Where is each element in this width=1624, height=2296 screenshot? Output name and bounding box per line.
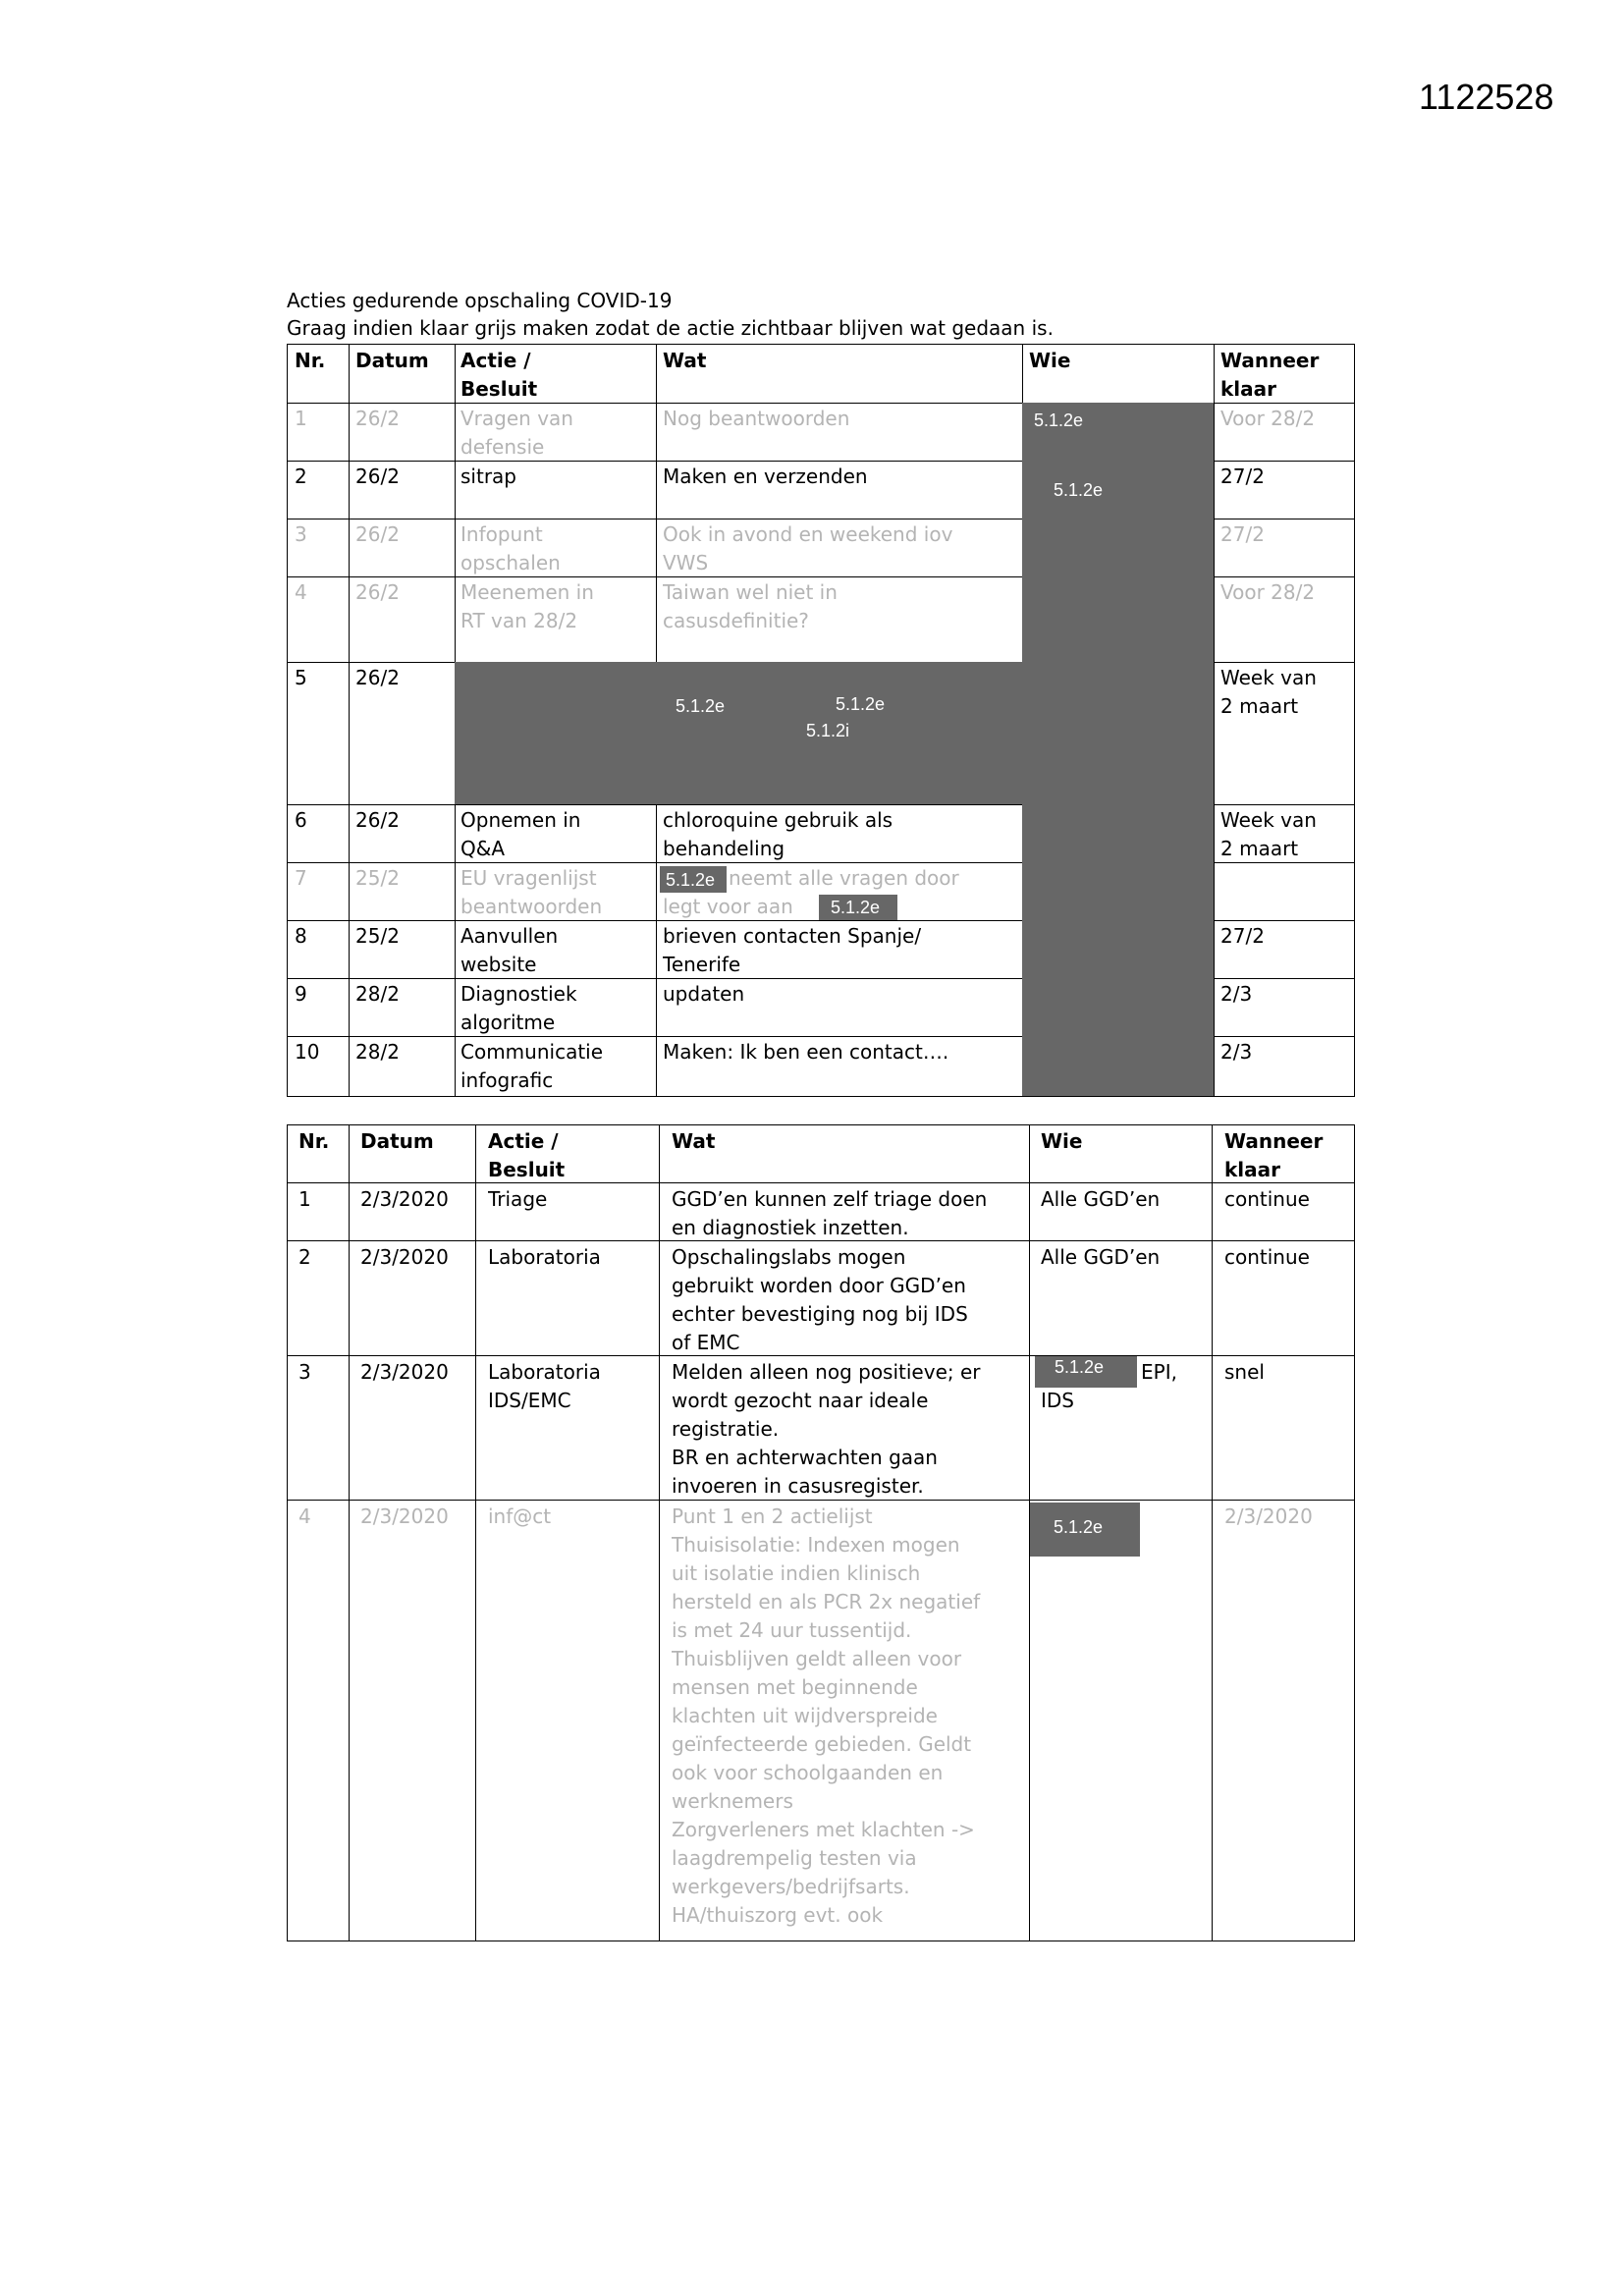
instruction-text: Graag indien klaar grijs maken zodat de actie zichtbaar blijven wat gedaan is.	[287, 316, 1054, 340]
table-cell-wanneer: Voor 28/2	[1220, 580, 1316, 604]
table-cell-datum: 26/2	[355, 407, 400, 430]
redaction-label: 5.1.2e	[831, 898, 881, 917]
table-cell-actie: Opnemen in Q&A	[460, 808, 581, 860]
header-wanneer: Wanneer klaar	[1220, 349, 1320, 401]
table-cell-nr: 1	[295, 407, 307, 430]
header-wat: Wat	[672, 1129, 716, 1153]
table-cell-wanneer: 2/3/2020	[1224, 1504, 1313, 1528]
table-cell-actie: Triage	[488, 1187, 548, 1211]
table-cell-wanneer: Voor 28/2	[1220, 407, 1316, 430]
table-cell-nr: 5	[295, 666, 307, 689]
header-wat: Wat	[663, 349, 707, 372]
table-cell-nr: 3	[298, 1360, 311, 1384]
redaction-label: 5.1.2e	[1055, 1357, 1105, 1377]
table-cell-datum: 26/2	[355, 465, 400, 488]
table-cell-wanneer: snel	[1224, 1360, 1265, 1384]
table-cell-wanneer: 27/2	[1220, 522, 1265, 546]
table-cell-wie: Alle GGD’en	[1041, 1187, 1161, 1211]
table-cell-wie: EPI,	[1141, 1360, 1177, 1384]
table-cell-wat: brieven contacten Spanje/ Tenerife	[663, 924, 922, 976]
table-cell-datum: 28/2	[355, 982, 400, 1006]
table-cell-nr: 2	[295, 465, 307, 488]
table-cell-wanneer: Week van 2 maart	[1220, 808, 1317, 860]
table-cell-wanneer: 27/2	[1220, 924, 1265, 948]
table-cell-wat: updaten	[663, 982, 745, 1006]
redaction-label: 5.1.2e	[1054, 480, 1104, 500]
table-cell-actie: Laboratoria IDS/EMC	[488, 1360, 601, 1412]
header-nr: Nr.	[295, 349, 326, 372]
table-cell-datum: 2/3/2020	[360, 1245, 449, 1269]
table-cell-wat: Maken en verzenden	[663, 465, 868, 488]
redaction-wie-column	[1022, 403, 1214, 1097]
redaction-label: 5.1.2e	[1034, 410, 1084, 430]
table-cell-actie: Aanvullen website	[460, 924, 559, 976]
header-wanneer: Wanneer klaar	[1224, 1129, 1324, 1181]
table-cell-nr: 6	[295, 808, 307, 832]
table-cell-datum: 26/2	[355, 666, 400, 689]
table-cell-wat: chloroquine gebruik als behandeling	[663, 808, 893, 860]
redaction-label: 5.1.2e	[836, 694, 886, 714]
table-cell-wanneer: 2/3	[1220, 1040, 1253, 1064]
table-cell-nr: 10	[295, 1040, 320, 1064]
table-cell-wanneer: Week van 2 maart	[1220, 666, 1317, 718]
redaction-row5	[455, 662, 1022, 804]
redaction-label: 5.1.2e	[676, 696, 726, 716]
document-number: 1122528	[1419, 77, 1554, 117]
table-cell-nr: 7	[295, 866, 307, 890]
table-cell-wie: Alle GGD’en	[1041, 1245, 1161, 1269]
table-cell-wanneer: continue	[1224, 1245, 1310, 1269]
table-cell-nr: 4	[295, 580, 307, 604]
table-cell-actie: EU vragenlijst beantwoorden	[460, 866, 603, 918]
table-cell-wat: Punt 1 en 2 actielijst Thuisisolatie: Indexen mogen uit isolatie indien klinisch hersteld en als PCR 2x negatief is met 24 uur tussentijd. Thuisblijven geldt alleen voor mensen met beginnende klachten uit wijdverspreide geïnfecteerde gebieden. Geldt ook voor schoolgaanden en werknemers Zorgverleners met klachten -> laagdrempelig testen via werkgevers/bedrijfsarts. HA/thuiszorg evt. ook	[672, 1504, 981, 1927]
table-cell-datum: 2/3/2020	[360, 1360, 449, 1384]
table-cell-actie: inf@ct	[488, 1504, 552, 1528]
table-cell-actie: Meenemen in RT van 28/2	[460, 580, 594, 632]
table-cell-actie: Diagnostiek algoritme	[460, 982, 577, 1034]
table-cell-actie: Laboratoria	[488, 1245, 601, 1269]
table-cell-wanneer: 2/3	[1220, 982, 1253, 1006]
table-cell-wat: Ook in avond en weekend iov VWS	[663, 522, 953, 574]
redaction-label: 5.1.2e	[1054, 1517, 1104, 1537]
table-cell-datum: 25/2	[355, 924, 400, 948]
table-cell-wie: IDS	[1041, 1389, 1074, 1412]
table-cell-datum: 26/2	[355, 522, 400, 546]
table-cell-nr: 8	[295, 924, 307, 948]
table-cell-wat: Melden alleen nog positieve; er wordt gezocht naar ideale registratie. BR en achterwachten gaan invoeren in casusregister.	[672, 1360, 981, 1498]
redaction-label: 5.1.2e	[666, 870, 716, 890]
table-cell-actie: sitrap	[460, 465, 516, 488]
header-datum: Datum	[360, 1129, 434, 1153]
table-cell-wat: Opschalingslabs mogen gebruikt worden door GGD’en echter bevestiging nog bij IDS of EMC	[672, 1245, 968, 1354]
table-cell-datum: 2/3/2020	[360, 1187, 449, 1211]
table-cell-wat: Nog beantwoorden	[663, 407, 850, 430]
table-cell-nr: 3	[295, 522, 307, 546]
redaction-label: 5.1.2i	[806, 721, 850, 740]
table-cell-wat: legt voor aan	[663, 895, 793, 918]
table-cell-datum: 26/2	[355, 580, 400, 604]
table-cell-nr: 9	[295, 982, 307, 1006]
table-cell-actie: Infopunt opschalen	[460, 522, 561, 574]
table-cell-nr: 4	[298, 1504, 311, 1528]
header-datum: Datum	[355, 349, 429, 372]
table-cell-wanneer: continue	[1224, 1187, 1310, 1211]
table-cell-wat: Maken: Ik ben een contact….	[663, 1040, 949, 1064]
table-cell-wat: GGD’en kunnen zelf triage doen en diagnostiek inzetten.	[672, 1187, 988, 1239]
table-cell-nr: 2	[298, 1245, 311, 1269]
table-cell-wat: neemt alle vragen door	[729, 866, 959, 890]
table-cell-datum: 26/2	[355, 808, 400, 832]
header-actie: Actie / Besluit	[488, 1129, 566, 1181]
table-cell-wanneer: 27/2	[1220, 465, 1265, 488]
header-nr: Nr.	[298, 1129, 330, 1153]
table-cell-nr: 1	[298, 1187, 311, 1211]
table-cell-datum: 28/2	[355, 1040, 400, 1064]
header-actie: Actie / Besluit	[460, 349, 538, 401]
table-cell-datum: 25/2	[355, 866, 400, 890]
header-wie: Wie	[1029, 349, 1071, 372]
table-cell-actie: Vragen van defensie	[460, 407, 573, 459]
header-wie: Wie	[1041, 1129, 1083, 1153]
table-cell-actie: Communicatie infografic	[460, 1040, 604, 1092]
table-cell-datum: 2/3/2020	[360, 1504, 449, 1528]
table-cell-wat: Taiwan wel niet in casusdefinitie?	[663, 580, 838, 632]
document-title: Acties gedurende opschaling COVID-19	[287, 289, 673, 312]
